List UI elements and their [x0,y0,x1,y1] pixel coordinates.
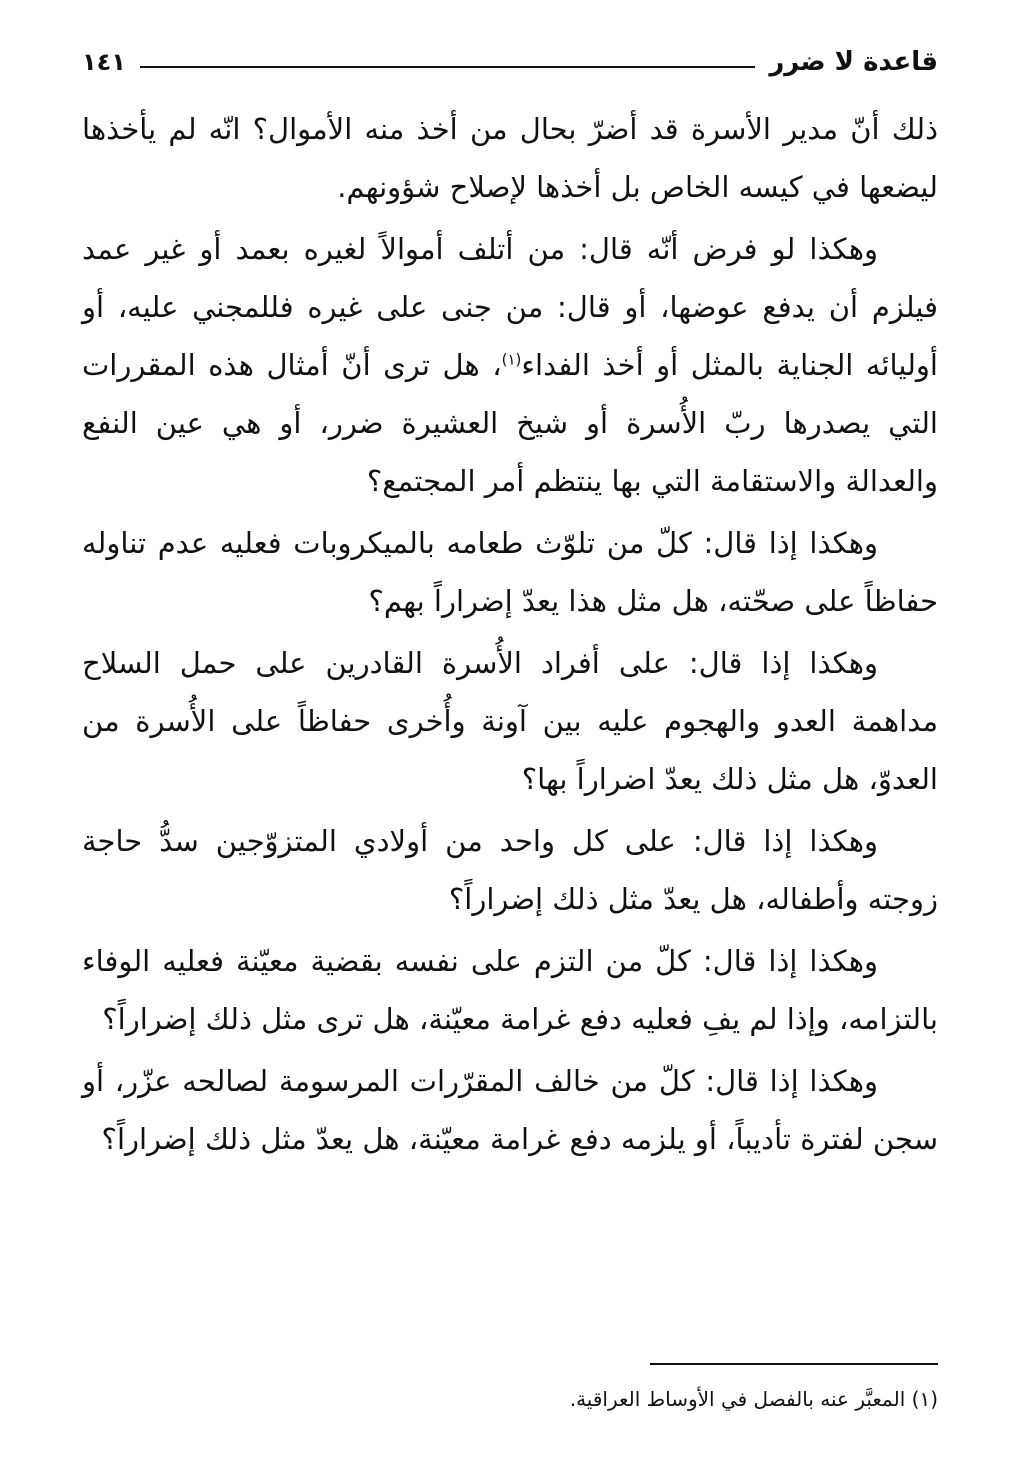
page-number: ١٤١ [82,48,126,76]
footnote [82,1385,938,1413]
paragraph-2-text: وهكذا لو فرض أنّه قال: من أتلف أموالاً لغيره بعمد أو غير عمد فيلزم أن يدفع عوضها، أو قال: من جنى على غيره فللمجني عليه، أو أوليائه الجناية بالمثل أو أخذ الفداء [82,232,938,382]
footnote-marker: (١) [911,1387,938,1411]
main-text [82,100,938,1172]
paragraph-5: وهكذا إذا قال: على كل واحد من أولادي المتزوّجين سدُّ حاجة زوجته وأطفاله، هل يعدّ مثل ذلك إضراراً؟ [82,824,938,916]
paragraph-2 [82,220,938,510]
header-rule [140,66,755,68]
paragraph-7: وهكذا إذا قال: كلّ من خالف المقرّرات المرسومة لصالحه عزّر، أو سجن لفترة تأديباً، أو يلزمه دفع غرامة معيّنة، هل يعدّ مثل ذلك إضراراً؟ [82,1064,938,1156]
page-header [82,40,938,84]
footnote-reference: (١) [501,350,522,369]
paragraph-1: ذلك أنّ مدير الأسرة قد أضرّ بحال من أخذ منه الأموال؟ انّه لم يأخذها ليضعها في كيسه الخاص بل أخذها لإصلاح شؤونهم. [82,112,938,204]
paragraph-3: وهكذا إذا قال: كلّ من تلوّث طعامه بالميكروبات فعليه عدم تناوله حفاظاً على صحّته، هل مثل هذا يعدّ إضراراً بهم؟ [82,526,938,618]
footnote-text: المعبَّر عنه بالفصل في الأوساط العراقية. [569,1387,906,1411]
paragraph-2-text-cont: ، هل ترى أنّ أمثال هذه المقررات التي يصدرها ربّ الأُسرة أو شيخ العشيرة ضرر، أو هي عين النفع والعدالة والاستقامة التي بها ينتظم أمر المجتمع؟ [82,348,938,498]
footnote-rule [650,1363,938,1365]
running-title: قاعدة لا ضرر [769,47,938,77]
paragraph-4: وهكذا إذا قال: على أفراد الأُسرة القادرين على حمل السلاح مداهمة العدو والهجوم عليه بين آونة وأُخرى حفاظاً على الأُسرة من العدوّ، هل مثل ذلك يعدّ اضراراً بها؟ [82,646,938,796]
paragraph-6: وهكذا إذا قال: كلّ من التزم على نفسه بقضية معيّنة فعليه الوفاء بالتزامه، وإذا لم يفِ فعليه دفع غرامة معيّنة، هل ترى مثل ذلك إضراراً؟ [82,944,938,1036]
